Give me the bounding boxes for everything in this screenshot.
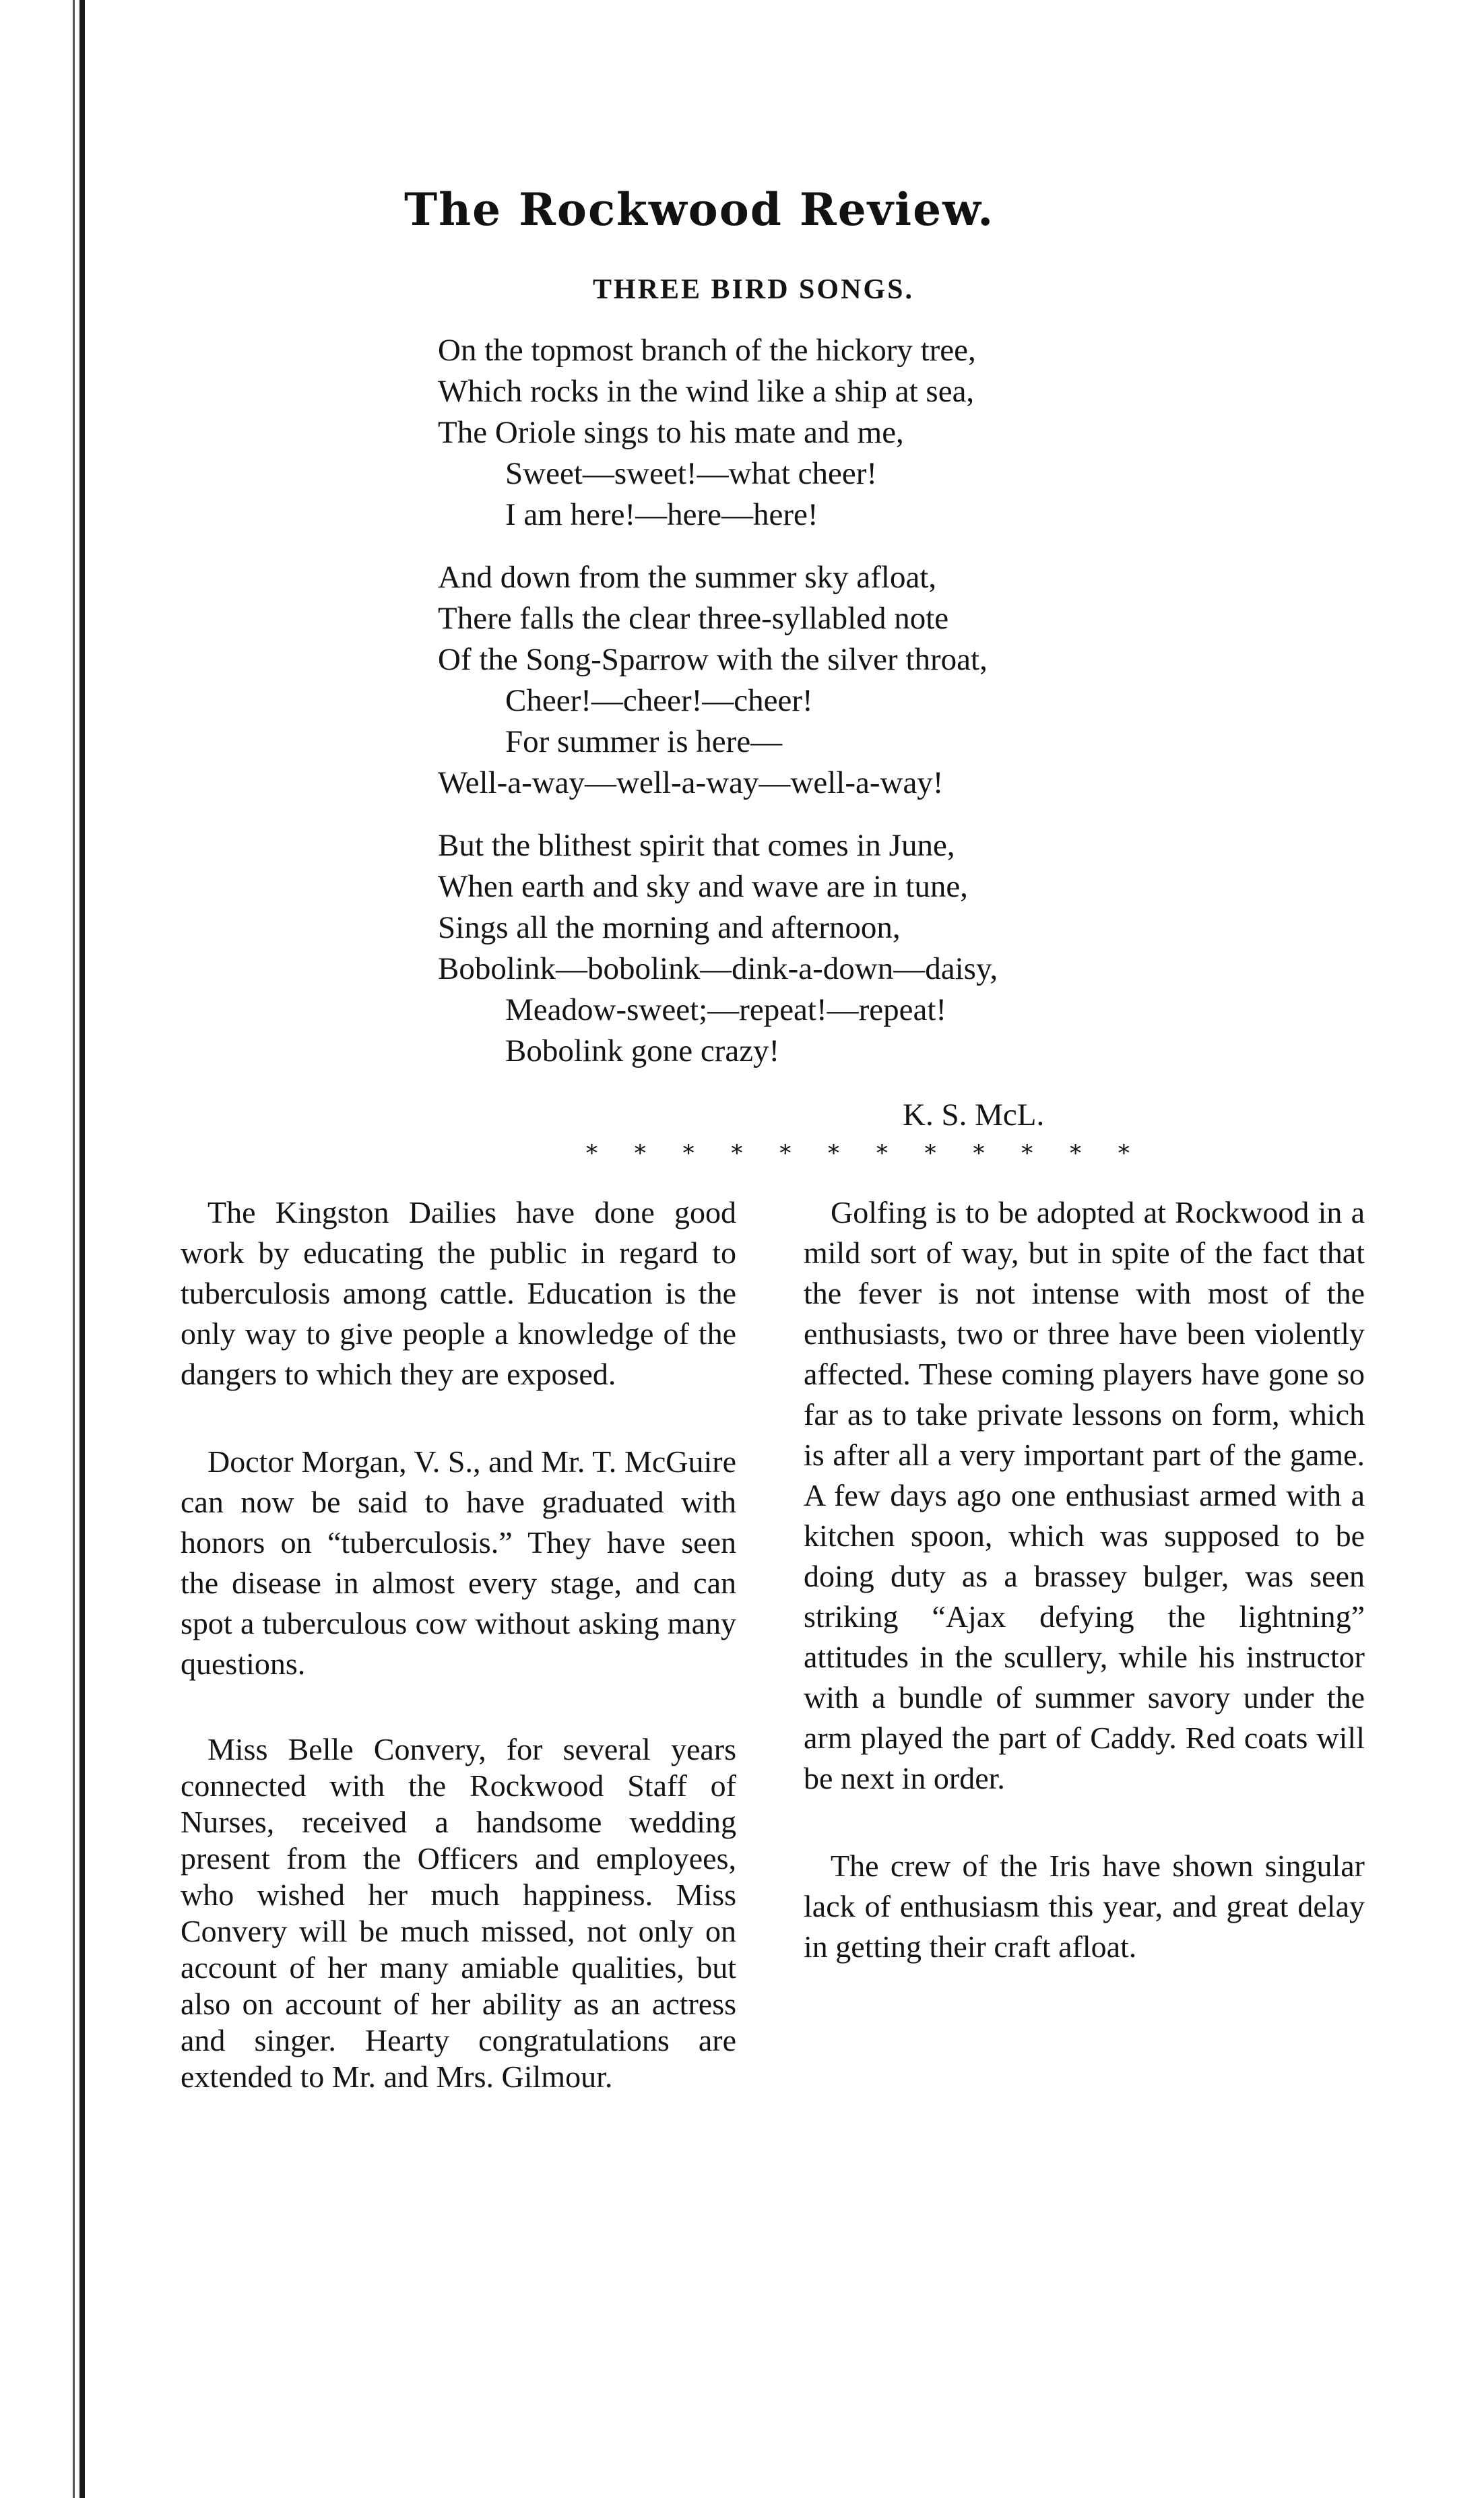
article-miss-convery: Miss Belle Convery, for several years connected with the Rockwood Staff of Nurses, received a handsome wedding present from the Officers and employees, who wished her much happiness. Miss Convery will be much missed, not only on account of her many amiable qualities, but also on account of her ability as an actress and singer. Hearty congratulations are extended to Mr. and Mrs. Gilmour. [181, 1732, 736, 2094]
poem-line: Which rocks in the wind like a ship at sea, [438, 374, 975, 409]
poem-line: On the topmost branch of the hickory tree, [438, 333, 976, 368]
left-column [181, 1192, 736, 2142]
section-separator: * * * * * * * * * * * * [586, 1140, 1144, 1167]
poem-line: When earth and sky and wave are in tune, [438, 869, 968, 904]
poem-line: Sings all the morning and afternoon, [438, 910, 901, 945]
article-kingston-dailies: The Kingston Dailies have done good work by educating the public in regard to tuberculosis among cattle. Education is the only way to give people a knowledge of the dangers to which they are exposed. [181, 1195, 736, 1391]
poem-line: There falls the clear three-syllabled note [438, 601, 949, 636]
binding-edge-shadow [73, 0, 75, 2498]
poem-stanza [438, 557, 1246, 804]
poem-title: THREE BIRD SONGS. [593, 274, 914, 305]
poem-line: Bobolink—bobolink—dink-a-down—daisy, [438, 951, 998, 986]
poem-line: I am here!—here—here! [505, 497, 818, 532]
poem-line: Of the Song-Sparrow with the silver throat, [438, 642, 988, 677]
poem-line: And down from the summer sky afloat, [438, 560, 937, 595]
poem-line: Sweet—sweet!—what cheer! [505, 456, 878, 491]
poem-line: The Oriole sings to his mate and me, [438, 415, 904, 450]
poem-author: K. S. McL. [903, 1097, 1045, 1132]
poem-stanza [438, 330, 1246, 536]
poem-line: But the blithest spirit that comes in June, [438, 828, 955, 863]
binding-edge [79, 0, 85, 2498]
poem-line: For summer is here— [505, 724, 783, 759]
article-iris-crew: The crew of the Iris have shown singular lack of enthusiasm this year, and great delay in getting their craft afloat. [804, 1849, 1365, 1964]
masthead: The Rockwood Review. [404, 183, 995, 236]
poem-line: Meadow-sweet;—repeat!—repeat! [505, 992, 947, 1027]
article-doctor-morgan: Doctor Morgan, V. S., and Mr. T. McGuire can now be said to have graduated with honors on “tuberculosis.” They have seen the disease in almost every stage, and can spot a tuberculous cow without asking many questions. [181, 1444, 736, 1681]
article-golfing: Golfing is to be adopted at Rockwood in a mild sort of way, but in spite of the fact that the fever is not intense with most of the enthusiasts, two or three have been violently affected. These coming players have gone so far as to take private lessons on form, which is after all a very important part of the game. A few days ago one enthusiast armed with a kitchen spoon, which was supposed to be doing duty as a brassey bulger, was seen striking “Ajax defying the lightning” attitudes in the scullery, while his instructor with a bundle of summer savory under the arm played the part of Caddy. Red coats will be next in order. [804, 1195, 1365, 1795]
right-column [804, 1192, 1365, 2014]
poem-stanza [438, 825, 1246, 1072]
poem-line: Well-a-way—well-a-way—well-a-way! [438, 765, 944, 800]
poem-body [438, 330, 1246, 1093]
poem-line: Bobolink gone crazy! [505, 1033, 780, 1068]
poem-line: Cheer!—cheer!—cheer! [505, 683, 813, 718]
